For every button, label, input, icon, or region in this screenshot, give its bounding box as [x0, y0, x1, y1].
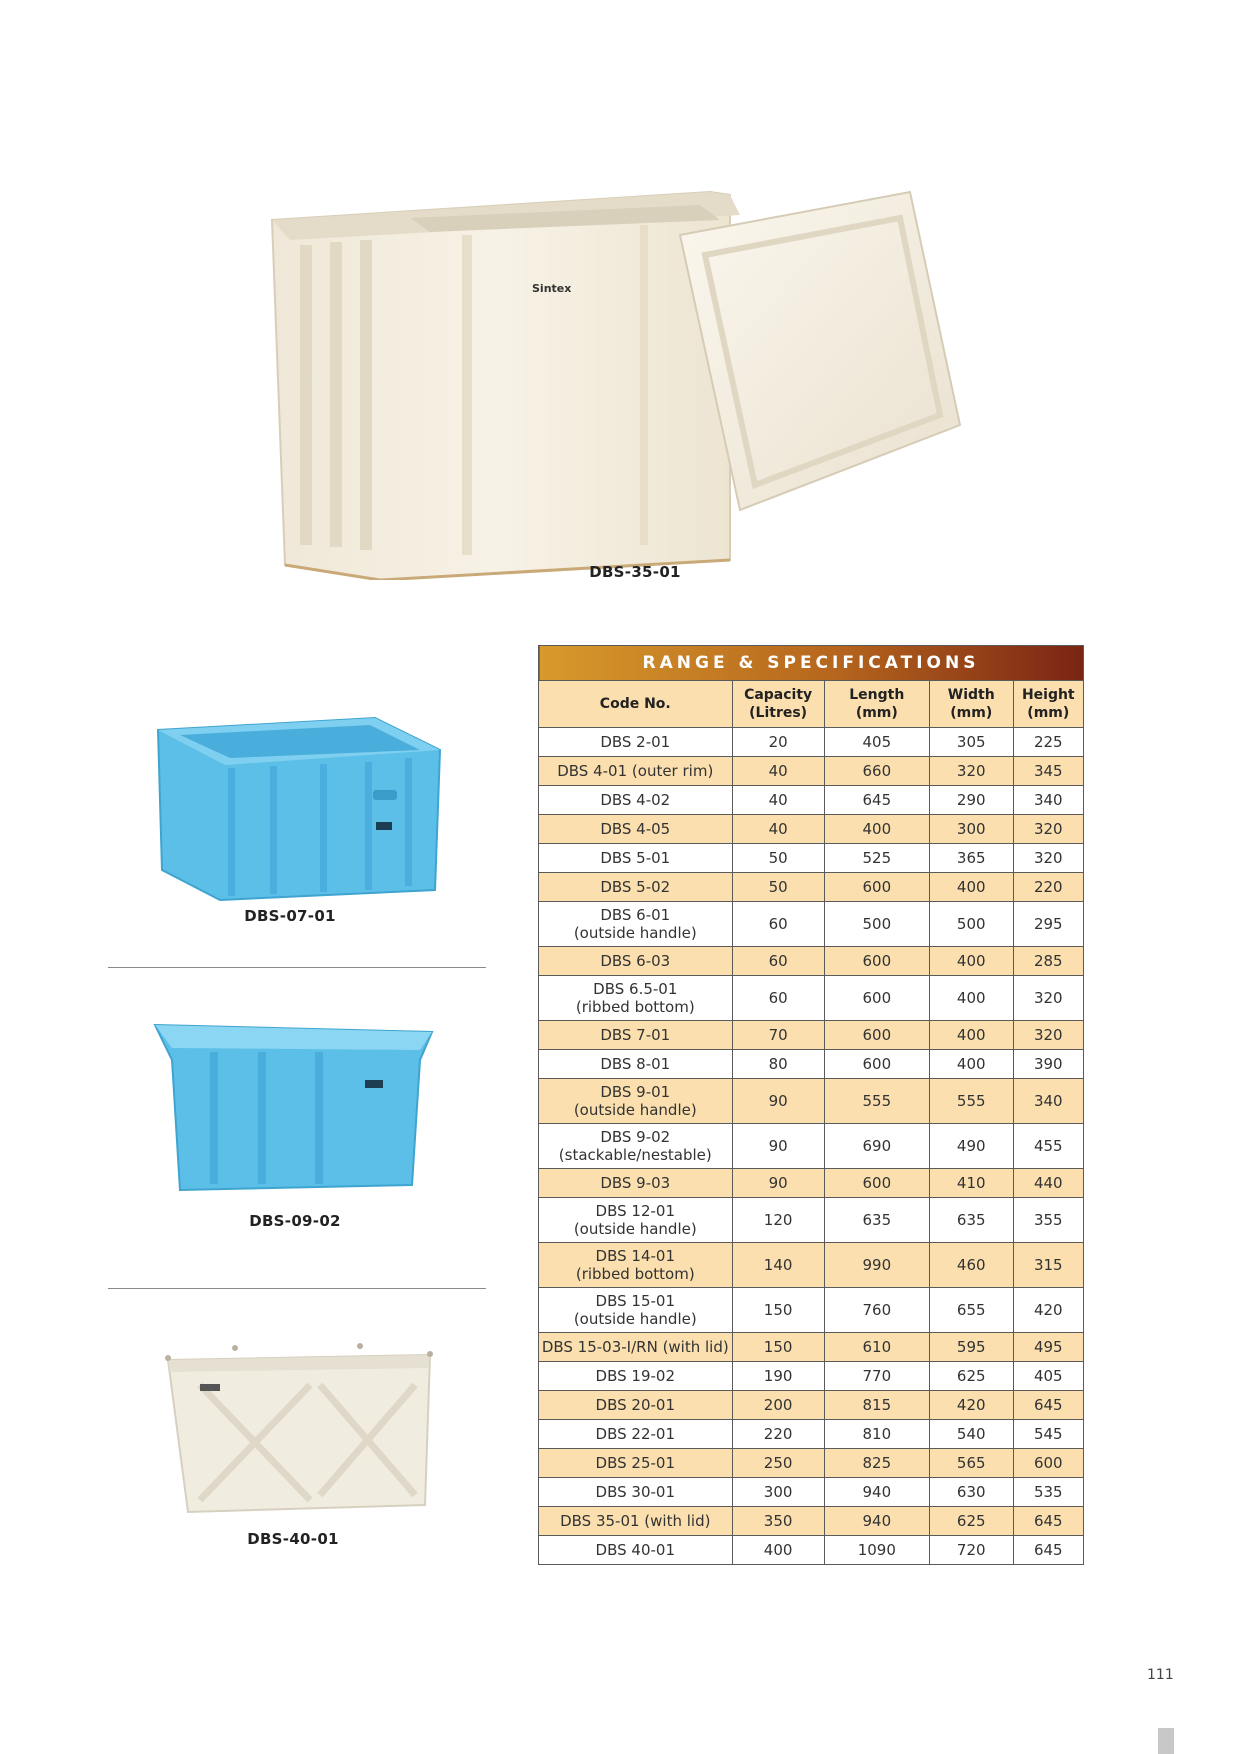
cell-code: DBS 20-01	[539, 1391, 733, 1420]
table-row	[539, 1079, 1084, 1124]
cell-width: 460	[929, 1243, 1013, 1288]
cell-width: 305	[929, 728, 1013, 757]
cell-length: 940	[824, 1507, 929, 1536]
cell-length: 1090	[824, 1536, 929, 1565]
cell-code: DBS 25-01	[539, 1449, 733, 1478]
cell-code: DBS 14-01 (ribbed bottom)	[539, 1243, 733, 1288]
cell-length: 600	[824, 1021, 929, 1050]
cell-width: 400	[929, 1021, 1013, 1050]
cell-capacity: 90	[732, 1079, 824, 1124]
cell-length: 990	[824, 1243, 929, 1288]
cell-code: DBS 35-01 (with lid)	[539, 1507, 733, 1536]
table-row	[539, 1420, 1084, 1449]
cell-code: DBS 6-03	[539, 947, 733, 976]
cell-height: 390	[1013, 1050, 1083, 1079]
table-row	[539, 1333, 1084, 1362]
cell-length: 815	[824, 1391, 929, 1420]
cell-height: 295	[1013, 902, 1083, 947]
box-logo: Sintex	[532, 282, 572, 295]
main-product-caption: DBS-35-01	[589, 563, 681, 581]
cell-code: DBS 22-01	[539, 1420, 733, 1449]
cell-code: DBS 6-01 (outside handle)	[539, 902, 733, 947]
cell-capacity: 90	[732, 1169, 824, 1198]
cell-width: 320	[929, 757, 1013, 786]
cell-width: 500	[929, 902, 1013, 947]
cell-width: 490	[929, 1124, 1013, 1169]
cell-width: 625	[929, 1362, 1013, 1391]
cell-capacity: 80	[732, 1050, 824, 1079]
cell-height: 340	[1013, 1079, 1083, 1124]
cell-code: DBS 30-01	[539, 1478, 733, 1507]
specifications-table	[538, 645, 1084, 1565]
table-row	[539, 902, 1084, 947]
cell-code: DBS 15-03-I/RN (with lid)	[539, 1333, 733, 1362]
cell-code: DBS 15-01 (outside handle)	[539, 1288, 733, 1333]
cell-capacity: 220	[732, 1420, 824, 1449]
cell-width: 365	[929, 844, 1013, 873]
cell-width: 400	[929, 1050, 1013, 1079]
cell-length: 825	[824, 1449, 929, 1478]
cell-length: 525	[824, 844, 929, 873]
cell-length: 405	[824, 728, 929, 757]
cell-capacity: 40	[732, 786, 824, 815]
cell-width: 400	[929, 873, 1013, 902]
cell-capacity: 300	[732, 1478, 824, 1507]
table-title: RANGE & SPECIFICATIONS	[539, 646, 1084, 681]
cell-height: 315	[1013, 1243, 1083, 1288]
product-caption-2: DBS-09-02	[249, 1212, 341, 1230]
header-code: Code No.	[539, 681, 733, 728]
cell-height: 420	[1013, 1288, 1083, 1333]
cell-width: 625	[929, 1507, 1013, 1536]
cell-length: 600	[824, 873, 929, 902]
table-body	[539, 728, 1084, 1565]
table-row	[539, 844, 1084, 873]
cell-length: 690	[824, 1124, 929, 1169]
cell-height: 345	[1013, 757, 1083, 786]
table-row	[539, 1536, 1084, 1565]
cell-width: 300	[929, 815, 1013, 844]
section-divider-1	[108, 967, 486, 968]
cell-height: 320	[1013, 976, 1083, 1021]
cell-height: 225	[1013, 728, 1083, 757]
cell-height: 285	[1013, 947, 1083, 976]
cell-code: DBS 7-01	[539, 1021, 733, 1050]
cell-height: 600	[1013, 1449, 1083, 1478]
cell-length: 635	[824, 1198, 929, 1243]
cell-capacity: 150	[732, 1333, 824, 1362]
cell-capacity: 60	[732, 947, 824, 976]
cell-capacity: 40	[732, 815, 824, 844]
cell-capacity: 40	[732, 757, 824, 786]
header-length: Length (mm)	[824, 681, 929, 728]
table-row	[539, 1362, 1084, 1391]
cell-length: 760	[824, 1288, 929, 1333]
cell-height: 320	[1013, 1021, 1083, 1050]
table-row	[539, 1050, 1084, 1079]
cell-code: DBS 8-01	[539, 1050, 733, 1079]
cell-code: DBS 5-02	[539, 873, 733, 902]
cell-height: 535	[1013, 1478, 1083, 1507]
table-row	[539, 757, 1084, 786]
cell-code: DBS 4-01 (outer rim)	[539, 757, 733, 786]
cell-capacity: 50	[732, 873, 824, 902]
table-row	[539, 1478, 1084, 1507]
product-image-dbs-09-02	[150, 1020, 440, 1195]
table-row	[539, 1507, 1084, 1536]
cell-capacity: 90	[732, 1124, 824, 1169]
cell-code: DBS 4-05	[539, 815, 733, 844]
cell-length: 940	[824, 1478, 929, 1507]
cell-width: 635	[929, 1198, 1013, 1243]
cell-width: 410	[929, 1169, 1013, 1198]
table-row	[539, 1288, 1084, 1333]
table-row	[539, 815, 1084, 844]
cell-height: 405	[1013, 1362, 1083, 1391]
cell-height: 440	[1013, 1169, 1083, 1198]
cell-capacity: 200	[732, 1391, 824, 1420]
cell-height: 645	[1013, 1507, 1083, 1536]
cell-height: 355	[1013, 1198, 1083, 1243]
page-number: 111	[1147, 1667, 1174, 1683]
cell-length: 770	[824, 1362, 929, 1391]
cell-width: 720	[929, 1536, 1013, 1565]
cell-capacity: 190	[732, 1362, 824, 1391]
header-width: Width (mm)	[929, 681, 1013, 728]
cell-length: 600	[824, 976, 929, 1021]
cell-width: 565	[929, 1449, 1013, 1478]
cell-width: 595	[929, 1333, 1013, 1362]
cell-width: 290	[929, 786, 1013, 815]
table-row	[539, 728, 1084, 757]
cell-capacity: 50	[732, 844, 824, 873]
table-row	[539, 1124, 1084, 1169]
product-caption-3: DBS-40-01	[247, 1530, 339, 1548]
cell-length: 660	[824, 757, 929, 786]
cell-width: 420	[929, 1391, 1013, 1420]
table-row	[539, 947, 1084, 976]
cell-height: 320	[1013, 815, 1083, 844]
table-row	[539, 1169, 1084, 1198]
cell-capacity: 70	[732, 1021, 824, 1050]
cell-code: DBS 12-01 (outside handle)	[539, 1198, 733, 1243]
cell-capacity: 400	[732, 1536, 824, 1565]
cell-length: 600	[824, 1050, 929, 1079]
cell-width: 400	[929, 976, 1013, 1021]
cell-code: DBS 2-01	[539, 728, 733, 757]
cell-height: 645	[1013, 1536, 1083, 1565]
cell-capacity: 150	[732, 1288, 824, 1333]
cell-capacity: 60	[732, 976, 824, 1021]
product-image-dbs-07-01	[150, 710, 450, 905]
table-row	[539, 786, 1084, 815]
header-capacity: Capacity (Litres)	[732, 681, 824, 728]
cell-width: 540	[929, 1420, 1013, 1449]
cell-capacity: 350	[732, 1507, 824, 1536]
cell-height: 455	[1013, 1124, 1083, 1169]
table-row	[539, 1449, 1084, 1478]
cell-code: DBS 9-01 (outside handle)	[539, 1079, 733, 1124]
cell-capacity: 60	[732, 902, 824, 947]
cell-length: 610	[824, 1333, 929, 1362]
cell-height: 545	[1013, 1420, 1083, 1449]
cell-code: DBS 5-01	[539, 844, 733, 873]
table-row	[539, 1021, 1084, 1050]
cell-length: 600	[824, 947, 929, 976]
table-row	[539, 873, 1084, 902]
cell-height: 495	[1013, 1333, 1083, 1362]
cell-length: 555	[824, 1079, 929, 1124]
cell-length: 600	[824, 1169, 929, 1198]
cell-capacity: 250	[732, 1449, 824, 1478]
cell-height: 645	[1013, 1391, 1083, 1420]
cell-code: DBS 9-03	[539, 1169, 733, 1198]
cell-height: 220	[1013, 873, 1083, 902]
table-row	[539, 1391, 1084, 1420]
table-row	[539, 1243, 1084, 1288]
cell-height: 340	[1013, 786, 1083, 815]
header-height: Height (mm)	[1013, 681, 1083, 728]
cell-length: 645	[824, 786, 929, 815]
page-edge-marker	[1158, 1728, 1174, 1754]
cell-height: 320	[1013, 844, 1083, 873]
main-product-image	[260, 180, 970, 580]
cell-width: 555	[929, 1079, 1013, 1124]
cell-length: 400	[824, 815, 929, 844]
cell-code: DBS 6.5-01 (ribbed bottom)	[539, 976, 733, 1021]
cell-width: 655	[929, 1288, 1013, 1333]
cell-length: 500	[824, 902, 929, 947]
cell-code: DBS 9-02 (stackable/nestable)	[539, 1124, 733, 1169]
cell-capacity: 120	[732, 1198, 824, 1243]
cell-code: DBS 19-02	[539, 1362, 733, 1391]
table-row	[539, 976, 1084, 1021]
cell-code: DBS 40-01	[539, 1536, 733, 1565]
table-row	[539, 1198, 1084, 1243]
section-divider-2	[108, 1288, 486, 1289]
product-image-dbs-40-01	[160, 1340, 435, 1520]
cell-capacity: 20	[732, 728, 824, 757]
cell-capacity: 140	[732, 1243, 824, 1288]
cell-length: 810	[824, 1420, 929, 1449]
cell-width: 400	[929, 947, 1013, 976]
cell-width: 630	[929, 1478, 1013, 1507]
cell-code: DBS 4-02	[539, 786, 733, 815]
product-caption-1: DBS-07-01	[244, 907, 336, 925]
